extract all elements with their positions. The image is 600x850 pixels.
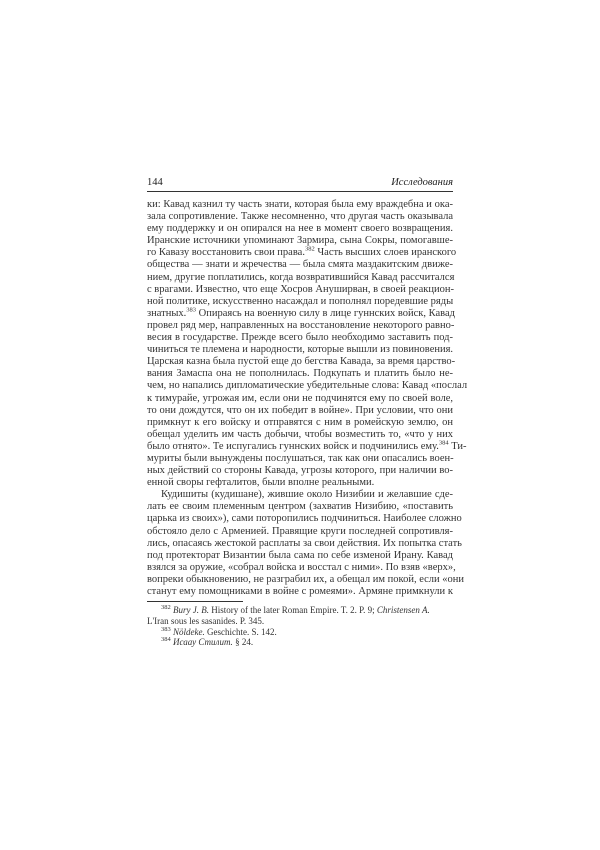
footnote-383 [147,627,453,638]
footnote-384 [147,637,453,648]
text-line: станут ему помощниками в войне с ромеями». Армяне примкнули к [147,586,453,597]
footnote-ref[interactable]: 382 [304,245,315,253]
text-line: Кудишиты (кудишане), жившие около Низибии и желавшие сде- [161,489,453,501]
footnote-number: 384 [161,636,171,644]
footnote-author: Nöldeke. [173,626,205,637]
paragraph-2 [147,489,464,598]
text-line [147,308,453,320]
footnote-text: § 24. [232,637,254,648]
text-line: царька из своих»), сами поторопились подчиниться. Наиболее сложно [147,513,462,525]
text-line: вания Замаспа она не пополнилась. Подкупать и платить было не- [147,368,453,380]
footnote-line: L'Iran sous les sasanides. P. 345. [147,615,265,626]
text-line: Царская казна была пустой еще до бегства Кавада, за время царство- [147,356,456,368]
text-line: ных действий со стороны Кавада, угрозы которого, при наличии во- [147,465,453,477]
text-line: енной своры гефталитов, были вполне реальными. [147,477,375,489]
paragraph-1 [147,199,468,489]
text-line: нием, другие поплатились, когда возвратившийся Кавад рассчитался [147,271,455,283]
text-line: весия в государстве. Прежде всего было необходимо заставить под- [147,332,453,344]
text-line: Иранские источники упоминают Зармира, сына Сокры, помогавше- [147,235,453,247]
text-line: чиниться те племена и народности, которые вышли из повиновения. [147,344,454,356]
page-number: 144 [147,177,163,188]
text-line: лись, опасаясь жестокой расплаты за свои действия. Их попытка стать [147,537,462,549]
text-line: муриты были вынуждены послушаться, так как они опасались воен- [147,452,454,464]
text-line: с врагами. Известно, что еще Хосров Ануширван, в своей реакцион- [147,283,454,295]
text-line: обстояло дело с Арменией. Правящие круги последней сопротивля- [147,525,453,537]
page-header [147,177,453,192]
footnote-number: 383 [161,625,171,633]
text-segment: знатных. [147,307,187,319]
text-line: лать ее своим племенным центром (захватив Низибию, «поставить [147,501,453,513]
text-line: то они дождутся, что он их победит в войне». При условии, что они [147,404,453,416]
text-line: под протекторат Византии была сама по себе изменой Ирану. Кавад [147,549,453,561]
text-line: вопреки обыкновению, не разграбил их, а обещал им покой, если «они [147,573,464,585]
footnote-separator [147,601,243,602]
text-line: общества — знати и жречества — была смята маздакитским движе- [147,259,453,271]
text-line: к тимурайе, угрожая им, если они не подчинятся ему по своей воле, [147,392,453,404]
footnote-author: Christensen A. [376,605,430,616]
footnote-ref[interactable]: 383 [186,306,197,314]
body-text [147,199,468,648]
footnote-line [147,627,453,638]
text-segment: Опираясь на военную силу в лице гуннских войск, Кавад [196,307,455,319]
running-title: Исследования [391,177,453,188]
text-line: обещал уделить им часть добычи, чтобы возместить то, «что у них [147,428,453,440]
text-segment: Часть высших слоев иранского [314,247,457,259]
text-line: взялся за оружие, «собрал войска и восстал с ними». По взяв «верх», [147,561,456,573]
text-line: ему поддержку и он опирался на нее в момент своего возвращения. [147,223,453,235]
text-line: ки: Кавад казнил ту часть знати, которая была ему враждебна и ока- [147,199,453,210]
footnote-ref[interactable]: 384 [438,439,449,447]
text-segment: го Кавазу восстановить свои права. [147,247,305,259]
text-line: зала сопротивление. Также несомненно, что другая часть оказывала [147,211,453,223]
footnote-line [147,637,453,648]
footnote-author: Исаау Стилит. [173,637,233,648]
text-line [147,439,467,453]
footnote-text: History of the later Roman Empire. T. 2. P. 9; [209,605,377,616]
text-segment: было отнято». Те испугались гуннских войск и подчинились ему. [147,440,439,452]
footnote-line [147,605,453,616]
text-line: примкнут к его войску и отправятся с ним в ромейскую землю, он [147,416,453,428]
text-line: чем, но напались дипломатические убедительные слова: Кавад «послал [147,380,468,392]
footnotes [147,605,453,648]
text-line: провел ряд мер, направленных на восстановление некоторого равно- [147,319,455,331]
text-line [147,245,457,259]
footnote-number: 382 [161,604,171,612]
text-segment: Ти- [448,440,467,452]
text-line: ной политике, искусственно насаждал и пополнял поредевшие ряды [147,295,454,307]
footnote-382 [147,605,453,627]
footnote-text: Geschichte. S. 142. [204,626,277,637]
footnote-author: Bury J. B. [173,605,209,616]
